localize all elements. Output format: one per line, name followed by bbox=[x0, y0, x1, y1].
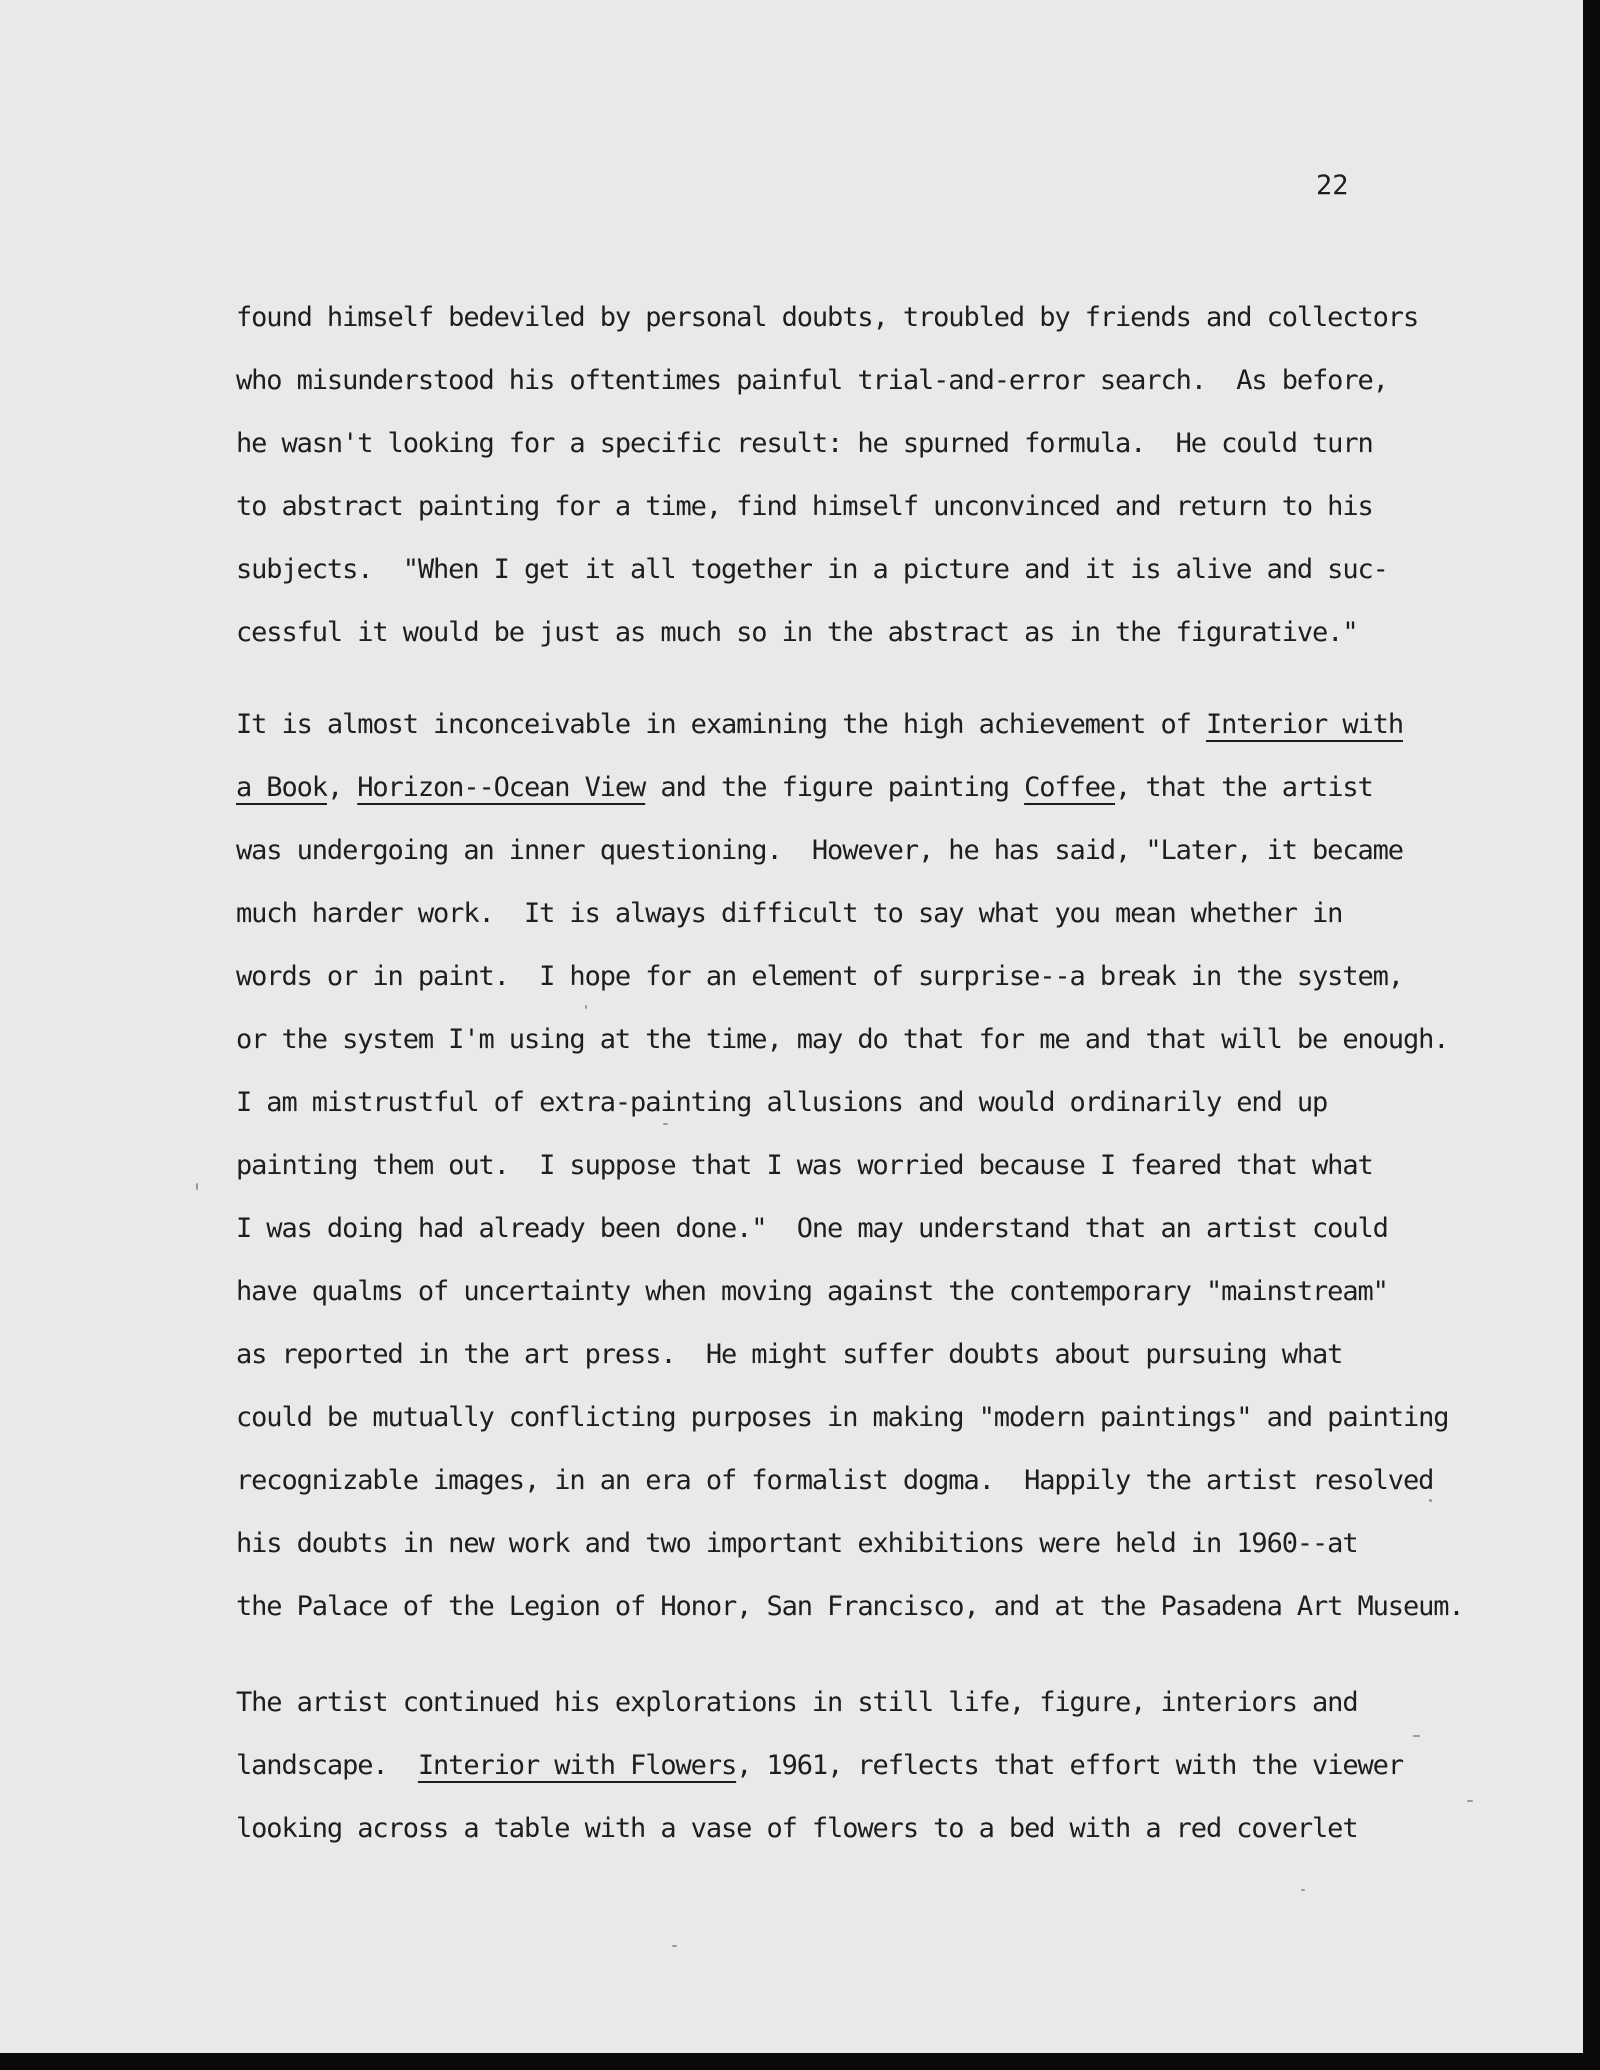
text-line: The artist continued his explorations in still life, figure, interiors and bbox=[236, 1687, 1358, 1718]
text-line: the Palace of the Legion of Honor, San Francisco, and at the Pasadena Art Museum. bbox=[236, 1591, 1464, 1622]
text-line bbox=[236, 768, 1373, 808]
text-span: It is almost inconceivable in examining the high achievement of bbox=[236, 709, 1206, 740]
paragraph-1 bbox=[236, 298, 1516, 648]
paragraph-3 bbox=[236, 1683, 1516, 1844]
text-line: much harder work. It is always difficult to say what you mean whether in bbox=[236, 898, 1343, 929]
page-number: 22 bbox=[1316, 170, 1349, 201]
text-line: who misunderstood his oftentimes painful trial-and-error search. As before, bbox=[236, 365, 1388, 396]
scan-speck bbox=[1413, 1735, 1420, 1737]
scan-speck bbox=[1429, 1499, 1432, 1502]
scan-speck bbox=[672, 1945, 677, 1947]
paragraph-2 bbox=[236, 705, 1516, 1622]
text-line: or the system I'm using at the time, may do that for me and that will be enough. bbox=[236, 1024, 1449, 1055]
text-line bbox=[236, 705, 1403, 745]
text-span: and the figure painting bbox=[645, 772, 1025, 803]
text-span: landscape. bbox=[236, 1750, 418, 1781]
text-line: to abstract painting for a time, find himself unconvinced and return to his bbox=[236, 491, 1373, 522]
artwork-title-interior-with-a-book: a Book bbox=[236, 772, 327, 803]
text-span: , 1961, reflects that effort with the viewer bbox=[736, 1750, 1403, 1781]
text-line: I was doing had already been done." One may understand that an artist could bbox=[236, 1213, 1388, 1244]
text-span: , bbox=[326, 772, 358, 803]
text-line: have qualms of uncertainty when moving against the contemporary "mainstream" bbox=[236, 1276, 1388, 1307]
scan-speck bbox=[196, 1183, 198, 1190]
text-line: words or in paint. I hope for an element of surprise--a break in the system, bbox=[236, 961, 1403, 992]
artwork-title-coffee: Coffee bbox=[1024, 772, 1116, 803]
text-line: recognizable images, in an era of formalist dogma. Happily the artist resolved bbox=[236, 1465, 1434, 1496]
artwork-title-interior-with-flowers: Interior with Flowers bbox=[417, 1750, 737, 1781]
text-line: his doubts in new work and two important exhibitions were held in 1960--at bbox=[236, 1528, 1358, 1559]
text-line: found himself bedeviled by personal doubts, troubled by friends and collectors bbox=[236, 302, 1419, 333]
text-line: he wasn't looking for a specific result: he spurned formula. He could turn bbox=[236, 428, 1373, 459]
text-line: looking across a table with a vase of flowers to a bed with a red coverlet bbox=[236, 1813, 1358, 1844]
text-line: could be mutually conflicting purposes in making "modern paintings" and painting bbox=[236, 1402, 1449, 1433]
scan-speck bbox=[1301, 1889, 1305, 1891]
text-line bbox=[236, 1746, 1403, 1786]
text-span: , that the artist bbox=[1115, 772, 1373, 803]
scan-speck bbox=[1467, 1800, 1473, 1802]
text-line: I am mistrustful of extra-painting allusions and would ordinarily end up bbox=[236, 1087, 1328, 1118]
text-line: painting them out. I suppose that I was worried because I feared that what bbox=[236, 1150, 1373, 1181]
scan-speck bbox=[585, 1005, 587, 1009]
text-line: as reported in the art press. He might suffer doubts about pursuing what bbox=[236, 1339, 1343, 1370]
text-line: cessful it would be just as much so in the abstract as in the figurative." bbox=[236, 617, 1358, 648]
text-line: was undergoing an inner questioning. However, he has said, "Later, it became bbox=[236, 835, 1403, 866]
text-line: subjects. "When I get it all together in a picture and it is alive and suc- bbox=[236, 554, 1388, 585]
artwork-title-interior-with-a-book: Interior with bbox=[1205, 709, 1403, 740]
artwork-title-horizon-ocean-view: Horizon--Ocean View bbox=[357, 772, 646, 803]
scan-speck bbox=[663, 1123, 668, 1125]
